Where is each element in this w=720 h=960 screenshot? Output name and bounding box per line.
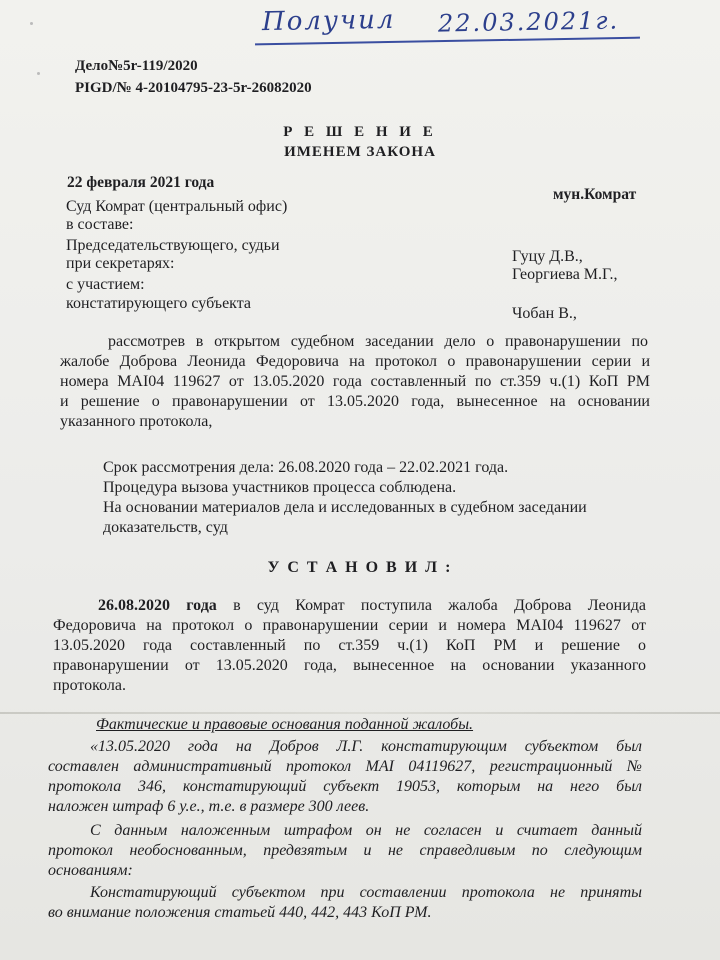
established-heading: У С Т А Н О В И Л : xyxy=(267,559,453,576)
intro-line: номера МАI04 119627 от 13.05.2020 года составленный по ст.359 ч.(1) КоП РМ xyxy=(60,373,650,390)
grounds-line: во внимание положения статьей 440, 442, 443 КоП РМ. xyxy=(48,904,432,921)
case-number: Дело№5r-119/2020 xyxy=(75,58,198,74)
decision-date: 22 февраля 2021 года xyxy=(67,174,215,191)
case-pigd-number: PIGD/№ 4-20104795-23-5r-26082020 xyxy=(75,80,312,96)
judge-name: Гуцу Д.В., xyxy=(512,248,583,265)
grounds-line: составлен административный протокол МАI 04119627, регистрационный № xyxy=(48,758,642,775)
handwritten-received-note: Получил xyxy=(261,4,396,38)
grounds-line: основаниям: xyxy=(48,862,133,879)
intro-line: рассмотрев в открытом судебном заседании дело о правонарушении по xyxy=(108,333,648,350)
handwritten-underline xyxy=(255,37,640,46)
secretary-name: Георгиева М.Г., xyxy=(512,266,618,283)
terms-line: На основании материалов дела и исследованных в судебном заседании xyxy=(103,499,587,516)
decision-title: Р Е Ш Е Н И Е xyxy=(283,124,437,140)
intro-line: указанного протокола, xyxy=(60,413,213,430)
para1-line xyxy=(98,597,646,615)
grounds-line: Констатирующий субъектом при составлении протокола не приняты xyxy=(90,884,642,901)
para1-line1-rest: в суд Комрат поступила жалоба Доброва Леонида xyxy=(216,597,646,614)
grounds-line: С данным наложенным штрафом он не согласен и считает данный xyxy=(90,822,642,839)
terms-line: доказательств, суд xyxy=(103,519,228,536)
grounds-line: «13.05.2020 года на Добров Л.Г. констатирующим субъектом был xyxy=(90,738,642,755)
para1-line: протокола. xyxy=(53,677,126,694)
presiding-label: Председательствующего, судьи xyxy=(66,237,280,254)
para1-line: правонарушении от 13.05.2020 года, вынесенное на основании указанного xyxy=(53,657,646,674)
intro-line: жалобе Доброва Леонида Федоровича на протокол о правонарушении серии и xyxy=(60,353,650,370)
terms-line: Процедура вызова участников процесса соблюдена. xyxy=(103,479,457,496)
grounds-line: протокола 346, констатирующий субъект 19053, которым на него был xyxy=(48,778,642,795)
decision-subtitle: ИМЕНЕМ ЗАКОНА xyxy=(284,144,436,160)
para1-line: 13.05.2020 года составленный по ст.359 ч.(1) КоП РМ и решение о xyxy=(53,637,646,654)
court-name: Суд Комрат (центральный офис) xyxy=(66,198,288,215)
grounds-heading: Фактические и правовые основания поданной жалобы. xyxy=(96,716,474,733)
grounds-line: протокол необоснованным, предвзятым и не справедливым по следующим xyxy=(48,842,642,859)
paper-speck xyxy=(30,22,33,25)
para1-line: Федоровича на протокол о правонарушении серии и номера МАI04 119627 от xyxy=(53,617,646,634)
participation-label: с участием: xyxy=(66,276,145,293)
composition-label: в составе: xyxy=(66,216,134,233)
secretary-label: при секретарях: xyxy=(66,255,175,272)
subject-name: Чобан В., xyxy=(512,305,577,322)
paper-fold xyxy=(0,712,720,714)
handwritten-received-date: 22.03.2021г. xyxy=(437,6,620,38)
para1-bold-date: 26.08.2020 года xyxy=(98,597,217,614)
paper-speck xyxy=(37,72,40,75)
subject-label: констатирующего субъекта xyxy=(66,295,252,312)
intro-line: и решение о правонарушении от 13.05.2020 года, вынесенное на основании xyxy=(60,393,650,410)
city: мун.Комрат xyxy=(553,186,637,203)
grounds-line: наложен штраф 6 у.е., т.е. в размере 300 леев. xyxy=(48,798,370,815)
terms-line: Срок рассмотрения дела: 26.08.2020 года – 22.02.2021 года. xyxy=(103,459,509,476)
